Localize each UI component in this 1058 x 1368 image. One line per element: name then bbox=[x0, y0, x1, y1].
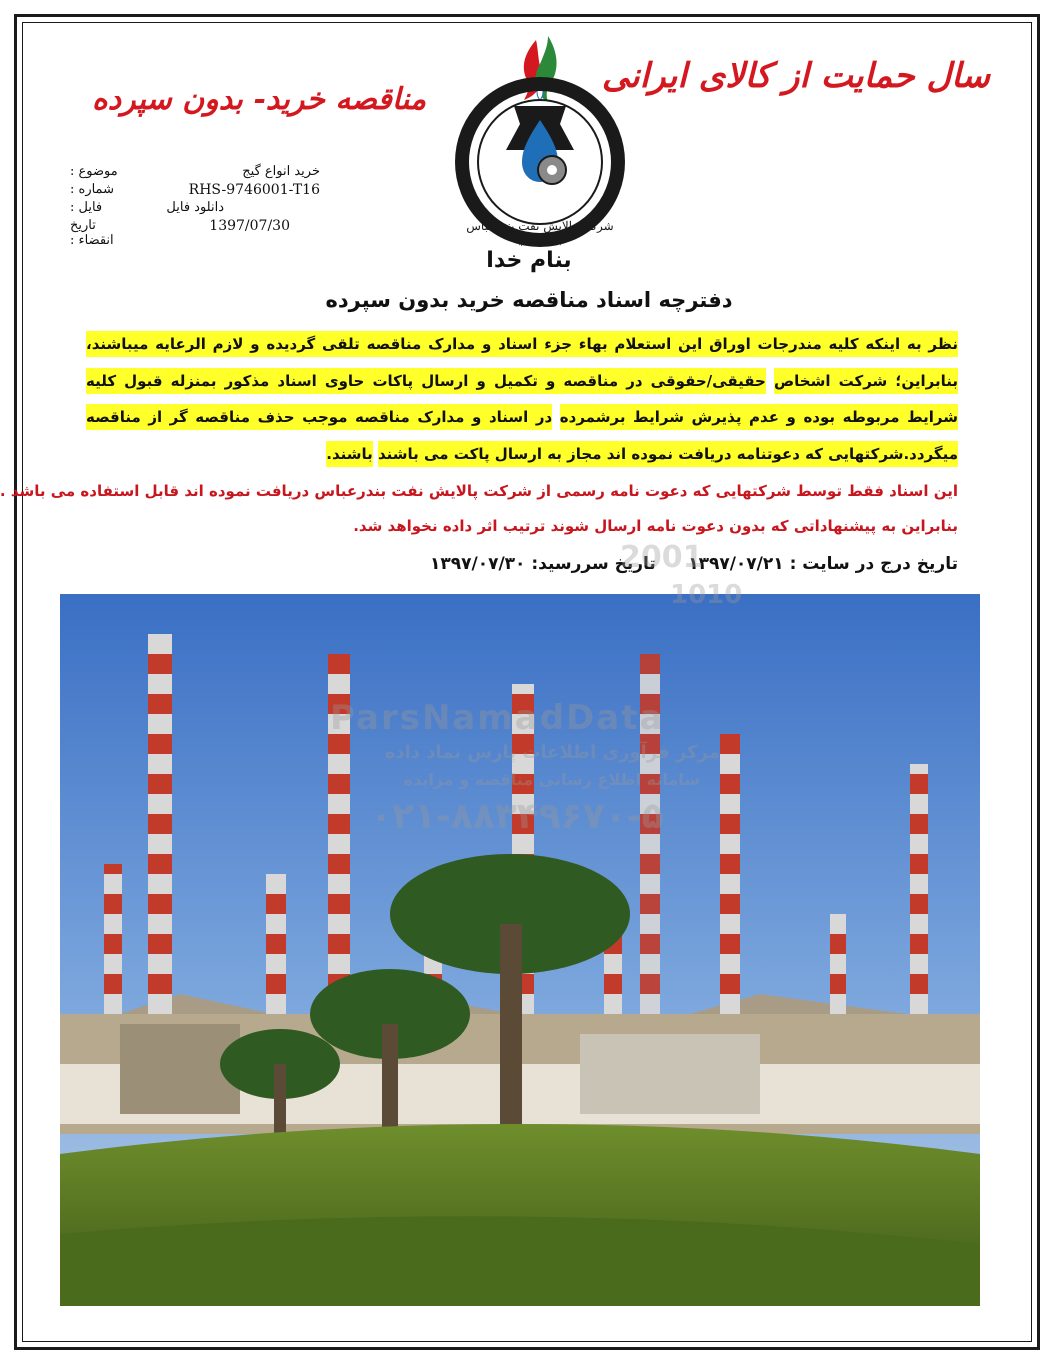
document-title: دفترچه اسناد مناقصه خرید بدون سپرده bbox=[325, 288, 733, 312]
logo-company-sub: (سهامی عام) bbox=[517, 237, 563, 246]
tender-meta bbox=[70, 164, 320, 248]
year-slogan: سال حمایت از کالای ایرانی bbox=[601, 56, 990, 96]
watermark-brand: ParsNamadData bbox=[330, 698, 665, 738]
watermark-code-1: 2001 bbox=[620, 540, 704, 575]
meta-file-label: فایل : bbox=[70, 200, 103, 215]
meta-expiry-label: تاریخ انقضاء : bbox=[70, 218, 114, 248]
logo-latin-text: B.O.R.C bbox=[509, 203, 571, 216]
posted-date: تاریخ درج در سایت : ۱۳۹۷/۰۷/۲۱ bbox=[688, 554, 958, 574]
tender-type-heading: مناقصه خرید- بدون سپرده bbox=[92, 82, 427, 117]
intro-line-2: حقیقی/حقوقی در مناقصه و تکمیل و ارسال پاکات حاوی اسناد مذکور بمنزله قبول کلیه شرایط مربوطه بوده و عدم پذیرش شرایط برشمرده bbox=[86, 368, 958, 431]
watermark-code-2: 1010 bbox=[670, 580, 743, 610]
meta-subject-value: خرید انواع گیج bbox=[242, 164, 320, 179]
meta-subject-label: موضوع : bbox=[70, 164, 118, 179]
intro-line-3: در اسناد و مدارک مناقصه موجب حذف مناقصه گر از مناقصه میگردد.شرکتهایی که دعوتنامه دریافت نموده اند مجاز به ارسال پاکت می باشند bbox=[86, 404, 958, 467]
intro-line-1: نظر به اینکه کلیه مندرجات اوراق این استعلام بهاء جزء اسناد و مدارک مناقصه تلقی گردیده و لازم الرعایه میباشند، بنابراین؛ شرکت اشخاص bbox=[86, 331, 958, 394]
basmala-heading: بنام خدا bbox=[486, 248, 572, 273]
dates-row bbox=[420, 554, 958, 584]
deadline-date: تاریخ سررسید: ۱۳۹۷/۰۷/۳۰ bbox=[430, 554, 656, 574]
refinery-photo bbox=[60, 594, 980, 1306]
meta-expiry-row bbox=[70, 218, 320, 248]
intro-paragraph bbox=[86, 326, 958, 472]
meta-subject-row bbox=[70, 164, 320, 182]
intro-line-4: باشند. bbox=[326, 441, 373, 467]
notice-no-invitation: بنابراین به پیشنهاداتی که بدون دعوت نامه ارسال شوند ترتیب اثر داده نخواهد شد. bbox=[353, 517, 958, 535]
watermark-line-2: سامانه اطلاع رسانی مناقصه و مزایده bbox=[403, 770, 700, 789]
meta-number-row bbox=[70, 182, 320, 200]
logo-company-name: شرکت پالایش نفت بندرعباس bbox=[466, 219, 614, 233]
notice-invitation-only: این اسناد فقط توسط شرکتهایی که دعوت نامه رسمی از شرکت پالایش نفت بندرعباس دریافت نموده اند قابل استفاده می باشد . bbox=[0, 482, 958, 500]
download-file-link[interactable]: دانلود فایل bbox=[166, 200, 224, 215]
company-logo bbox=[440, 30, 640, 250]
meta-file-row bbox=[70, 200, 320, 218]
meta-number-value: RHS-9746001-T16 bbox=[188, 182, 320, 198]
meta-number-label: شماره : bbox=[70, 182, 114, 197]
watermark-phone: ۰۲۱-۸۸۳۴۹۶۷۰-۵ bbox=[370, 796, 664, 837]
meta-expiry-value: 1397/07/30 bbox=[209, 218, 290, 234]
watermark-line-1: مرکز فرآوری اطلاعات پارس نماد داده bbox=[384, 742, 720, 763]
